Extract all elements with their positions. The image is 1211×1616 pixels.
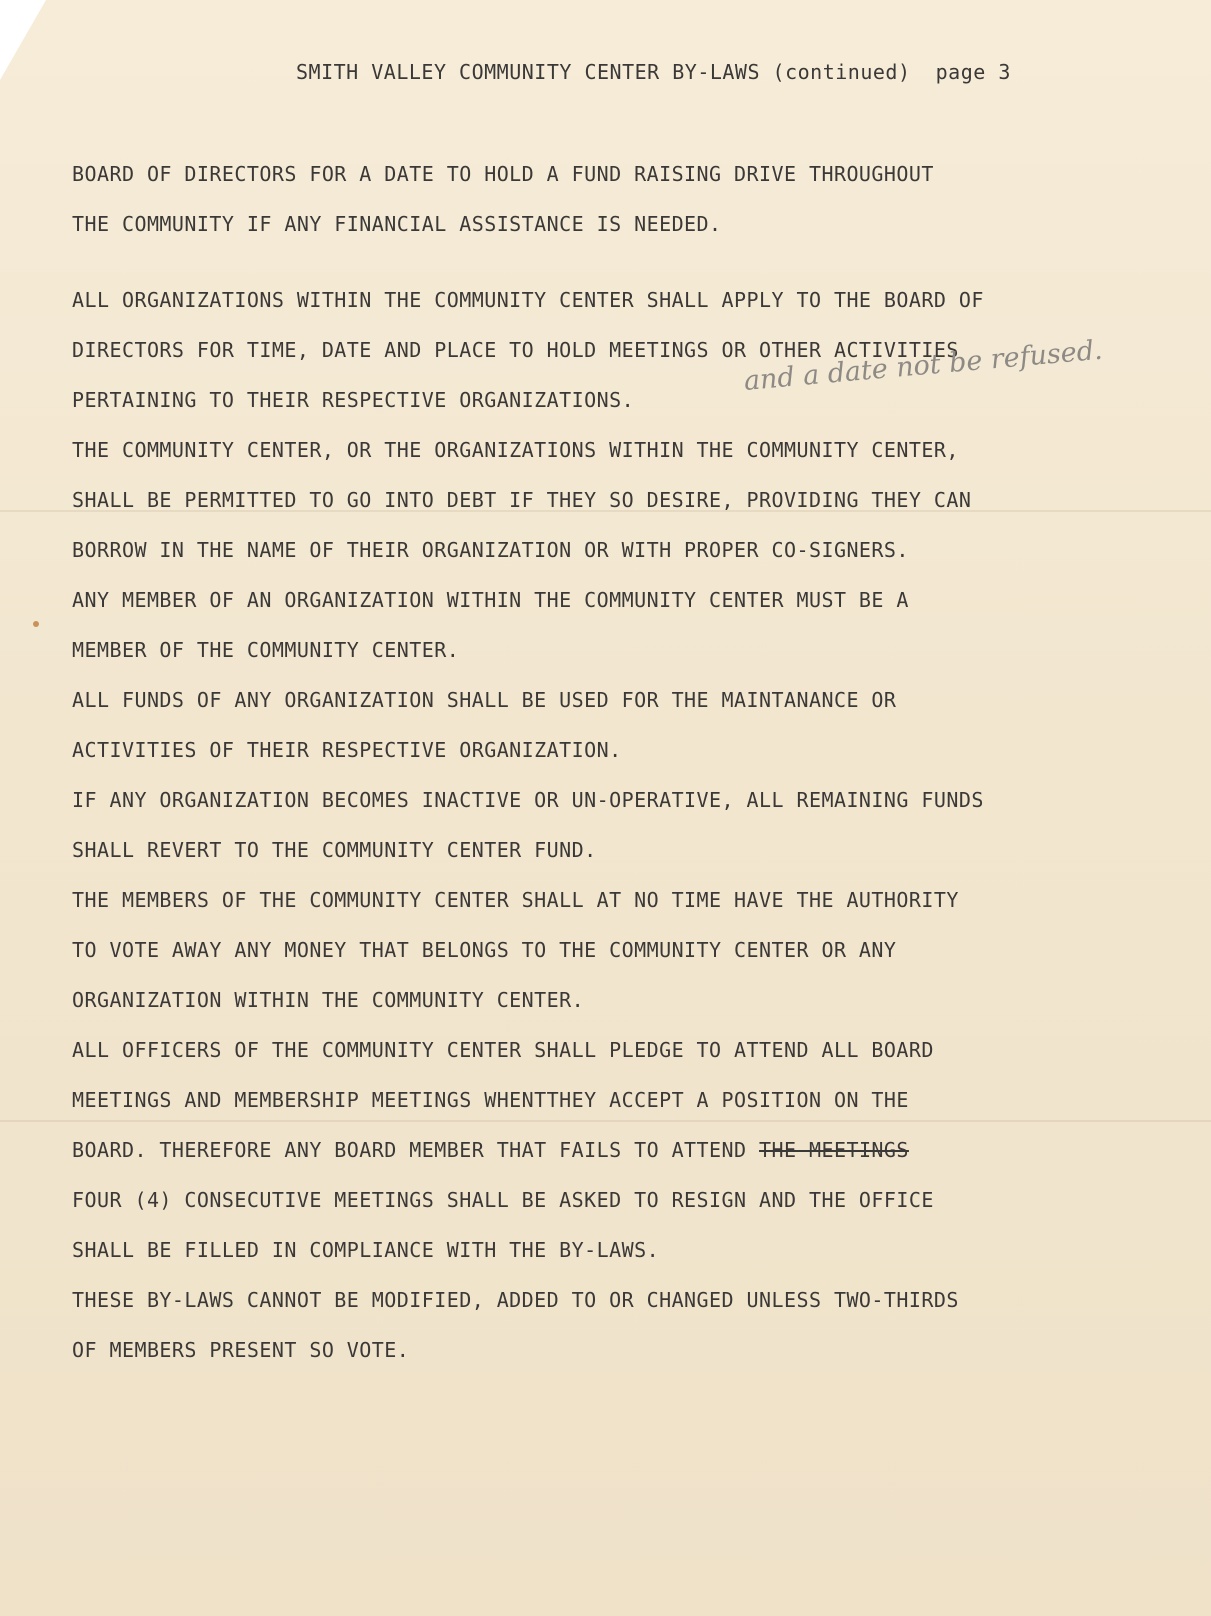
text-line: DIRECTORS FOR TIME, DATE AND PLACE TO HOLD MEETINGS OR OTHER ACTIVITIES bbox=[72, 338, 959, 362]
text-line: SHALL REVERT TO THE COMMUNITY CENTER FUND. bbox=[72, 838, 597, 862]
text-line: OF MEMBERS PRESENT SO VOTE. bbox=[72, 1338, 410, 1362]
text-line: THESE BY-LAWS CANNOT BE MODIFIED, ADDED TO OR CHANGED UNLESS TWO-THIRDS bbox=[72, 1288, 959, 1312]
text-line: SHALL BE PERMITTED TO GO INTO DEBT IF THEY SO DESIRE, PROVIDING THEY CAN bbox=[72, 488, 972, 512]
text-line: ALL OFFICERS OF THE COMMUNITY CENTER SHALL PLEDGE TO ATTEND ALL BOARD bbox=[72, 1038, 934, 1062]
handwritten-note: and a date not be refused. bbox=[742, 334, 1104, 397]
document-title: SMITH VALLEY COMMUNITY CENTER BY-LAWS (continued) bbox=[296, 60, 911, 84]
text-line: BORROW IN THE NAME OF THEIR ORGANIZATION OR WITH PROPER CO-SIGNERS. bbox=[72, 538, 909, 562]
text-line: MEETINGS AND MEMBERSHIP MEETINGS WHENTTHEY ACCEPT A POSITION ON THE bbox=[72, 1088, 909, 1112]
text-line-part: BOARD. THEREFORE ANY BOARD MEMBER THAT FAILS TO ATTEND bbox=[72, 1138, 747, 1162]
text-line: PERTAINING TO THEIR RESPECTIVE ORGANIZATIONS. bbox=[72, 388, 635, 412]
text-line: MEMBER OF THE COMMUNITY CENTER. bbox=[72, 638, 460, 662]
text-line: ALL ORGANIZATIONS WITHIN THE COMMUNITY CENTER SHALL APPLY TO THE BOARD OF bbox=[72, 288, 984, 312]
text-line: BOARD OF DIRECTORS FOR A DATE TO HOLD A FUND RAISING DRIVE THROUGHOUT bbox=[72, 162, 934, 186]
text-line: ALL FUNDS OF ANY ORGANIZATION SHALL BE USED FOR THE MAINTANANCE OR bbox=[72, 688, 897, 712]
text-line bbox=[72, 1133, 1192, 1183]
text-line: IF ANY ORGANIZATION BECOMES INACTIVE OR UN-OPERATIVE, ALL REMAINING FUNDS bbox=[72, 788, 984, 812]
text-line: ACTIVITIES OF THEIR RESPECTIVE ORGANIZATION. bbox=[72, 738, 622, 762]
text-line: THE COMMUNITY CENTER, OR THE ORGANIZATIONS WITHIN THE COMMUNITY CENTER, bbox=[72, 438, 959, 462]
struck-text: THE-MEETINGS bbox=[759, 1138, 909, 1162]
folded-corner bbox=[0, 0, 46, 80]
page-number: page 3 bbox=[935, 60, 1011, 84]
page-header bbox=[296, 60, 1011, 84]
paragraph-gap bbox=[72, 257, 1192, 283]
text-line: THE COMMUNITY IF ANY FINANCIAL ASSISTANCE IS NEEDED. bbox=[72, 212, 722, 236]
text-line: THE MEMBERS OF THE COMMUNITY CENTER SHALL AT NO TIME HAVE THE AUTHORITY bbox=[72, 888, 959, 912]
text-line: FOUR (4) CONSECUTIVE MEETINGS SHALL BE ASKED TO RESIGN AND THE OFFICE bbox=[72, 1188, 934, 1212]
text-line: ORGANIZATION WITHIN THE COMMUNITY CENTER. bbox=[72, 988, 585, 1012]
text-line: TO VOTE AWAY ANY MONEY THAT BELONGS TO THE COMMUNITY CENTER OR ANY bbox=[72, 938, 897, 962]
text-line: SHALL BE FILLED IN COMPLIANCE WITH THE BY-LAWS. bbox=[72, 1238, 660, 1262]
paper-speck bbox=[33, 621, 39, 627]
text-line: ANY MEMBER OF AN ORGANIZATION WITHIN THE COMMUNITY CENTER MUST BE A bbox=[72, 588, 909, 612]
